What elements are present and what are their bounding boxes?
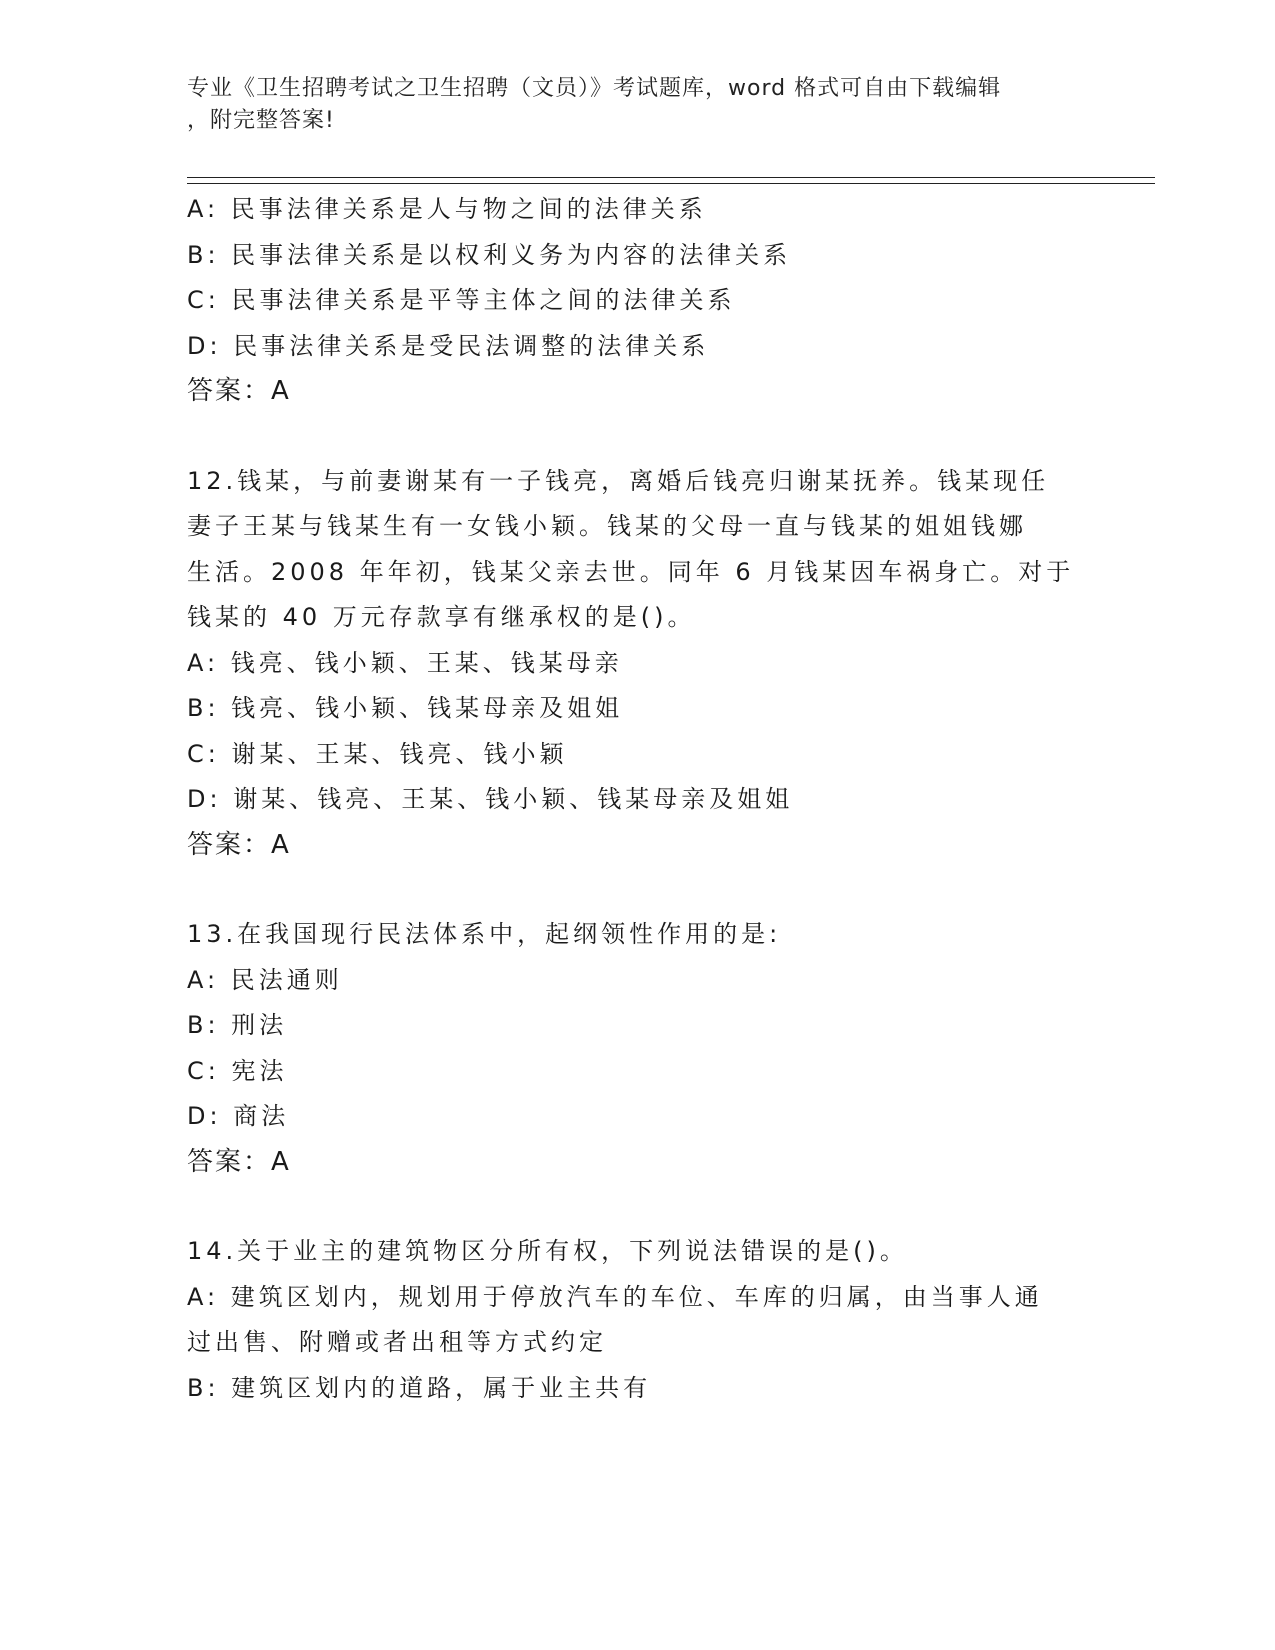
option-a: A: 民事法律关系是人与物之间的法律关系 (187, 195, 707, 223)
question-stem-line: 12.钱某，与前妻谢某有一子钱亮，离婚后钱亮归谢某抚养。钱某现任 (187, 466, 1050, 495)
option-d: D: 谢某、钱亮、王某、钱小颖、钱某母亲及姐姐 (187, 785, 794, 813)
option-b: B: 钱亮、钱小颖、钱某母亲及姐姐 (187, 694, 624, 722)
option-b: B: 建筑区划内的道路，属于业主共有 (187, 1373, 652, 1402)
question-11 (187, 187, 1087, 415)
spacer (187, 1185, 1087, 1229)
option-a: A: 民法通则 (187, 965, 343, 994)
spacer (187, 868, 1087, 912)
option-c: C: 谢某、王某、钱亮、钱小颖 (187, 739, 568, 768)
question-12 (187, 459, 1087, 869)
option-d: D: 民事法律关系是受民法调整的法律关系 (187, 331, 710, 360)
question-stem-line: 生活。2008 年年初，钱某父亲去世。同年 6 月钱某因车祸身亡。对于 (187, 557, 1075, 586)
question-stem-line: 14.关于业主的建筑物区分所有权，下列说法错误的是()。 (187, 1237, 908, 1265)
spacer (187, 415, 1087, 459)
document-header (187, 73, 1067, 137)
option-b: B: 刑法 (187, 1011, 288, 1039)
question-stem-line: 妻子王某与钱某生有一女钱小颖。钱某的父母一直与钱某的姐姐钱娜 (187, 512, 1027, 540)
header-line-2: ，附完整答案! (187, 108, 335, 133)
answer: 答案：A (187, 1146, 291, 1177)
header-divider (187, 177, 1155, 184)
option-c: C: 民事法律关系是平等主体之间的法律关系 (187, 286, 736, 314)
question-13 (187, 912, 1087, 1185)
question-stem-line: 钱某的 40 万元存款享有继承权的是()。 (187, 603, 696, 631)
option-d: D: 商法 (187, 1102, 290, 1130)
header-line-1: 专业《卫生招聘考试之卫生招聘（文员）》考试题库，word 格式可自由下载编辑 (187, 76, 1002, 101)
option-a-continued: 过出售、附赠或者出租等方式约定 (187, 1328, 607, 1356)
option-a: A: 建筑区划内，规划用于停放汽车的车位、车库的归属，由当事人通 (187, 1282, 1043, 1311)
answer: 答案：A (187, 829, 291, 860)
question-stem-line: 13.在我国现行民法体系中，起纲领性作用的是: (187, 920, 782, 948)
option-c: C: 宪法 (187, 1056, 288, 1085)
answer: 答案：A (187, 376, 291, 406)
option-a: A: 钱亮、钱小颖、王某、钱某母亲 (187, 648, 623, 677)
question-list (187, 187, 1087, 1411)
option-b: B: 民事法律关系是以权利义务为内容的法律关系 (187, 240, 792, 269)
question-14 (187, 1229, 1087, 1411)
